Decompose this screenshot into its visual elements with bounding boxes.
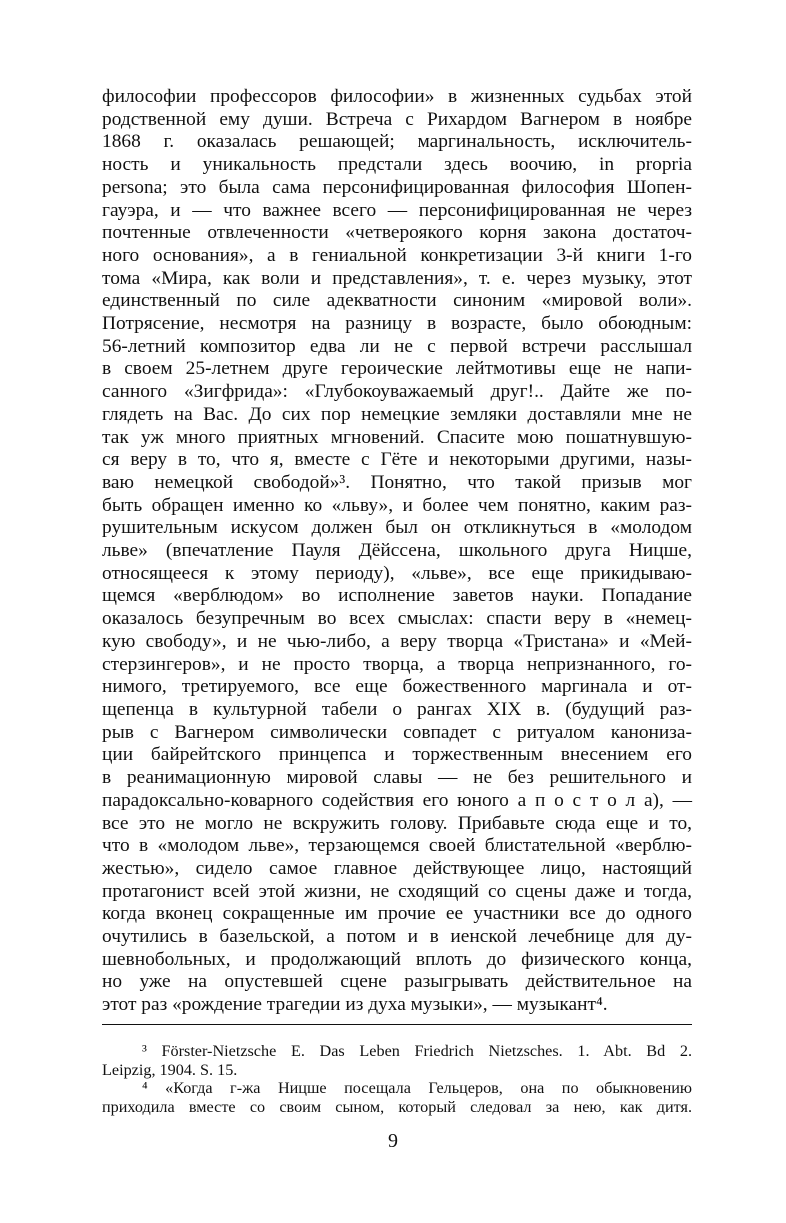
text-line: тома «Мира, как воли и представления», т. е. через музыку, этот — [102, 267, 692, 289]
text-line: парадоксально-коварного содействия его юного а п о с т о л а), — — [102, 789, 692, 811]
text-line: но уже на опустевшей сцене разыгрывать действительное на — [102, 971, 692, 993]
text-line: почтенные отвлеченности «четвероякого корня закона достаточ- — [102, 222, 692, 244]
text-line: родственной ему души. Встреча с Рихардом Вагнером в ноябре — [102, 108, 692, 130]
footnotes — [102, 1042, 692, 1116]
text-line: ции байрейтского принцепса и торжественным внесением его — [102, 744, 692, 766]
text-line: шевнобольных, и продолжающий вплоть до физического конца, — [102, 948, 692, 970]
text-line: кую свободу», и не чью-либо, а веру творца «Тристана» и «Мей- — [102, 630, 692, 652]
text-line: щемся «верблюдом» во исполнение заветов науки. Попадание — [102, 585, 692, 607]
text-line: рушительным искусом должен был он откликнуться в «молодом — [102, 517, 692, 539]
text-line: ность и уникальность предстали здесь воочию, in propria — [102, 154, 692, 176]
text-line: протагонист всей этой жизни, не сходящий со сцены даже и тогда, — [102, 880, 692, 902]
text-line: ся веру в то, что я, вместе с Гёте и некоторыми другими, назы- — [102, 449, 692, 471]
footnote-divider — [102, 1024, 692, 1025]
text-line: оказалось безупречным во всех смыслах: спасти веру в «немец- — [102, 608, 692, 630]
text-line: в реанимационную мировой славы — не без решительного и — [102, 767, 692, 789]
text-line: Потрясение, несмотря на разницу в возрасте, было обоюдным: — [102, 313, 692, 335]
text-line: этот раз «рождение трагедии из духа музыки», — музыкант⁴. — [102, 994, 608, 1016]
text-line: ного основания», а в гениальной конкретизации 3-й книги 1-го — [102, 244, 692, 266]
text-line: так уж много приятных мгновений. Спасите мою пошатнувшую- — [102, 426, 692, 448]
main-text — [102, 86, 692, 1017]
text-line: гауэра, и — что важнее всего — персонифицированная не через — [102, 199, 692, 221]
footnote-line: ³ Förster-Nietzsche E. Das Leben Friedrich Nietzsches. 1. Abt. Bd 2. — [142, 1042, 692, 1060]
text-line: санного «Зигфрида»: «Глубокоуважаемый друг!.. Дайте же по- — [102, 381, 692, 403]
text-line: 1868 г. оказалась решающей; маргинальность, исключитель- — [102, 131, 692, 153]
text-line: быть обращен именно ко «льву», и более чем понятно, каким раз- — [102, 494, 692, 516]
footnote-line: ⁴ «Когда г-жа Ницше посещала Гельцеров, она по обыкновению — [142, 1079, 692, 1097]
page-number: 9 — [388, 1130, 398, 1152]
text-line: философии профессоров философии» в жизненных судьбах этой — [102, 86, 692, 107]
text-line: очутились в базельской, а потом и в иенской лечебнице для ду- — [102, 926, 692, 948]
text-line: глядеть на Вас. До сих пор немецкие земляки доставляли мне не — [102, 403, 692, 425]
text-line: единственный по силе адекватности синоним «мировой воли». — [102, 290, 692, 312]
text-line: что в «молодом льве», терзающемся своей блистательной «верблю- — [102, 835, 692, 857]
footnote-line: Leipzig, 1904. S. 15. — [102, 1060, 238, 1079]
text-line: нимого, третируемого, все еще божественного маргинала и от- — [102, 676, 692, 698]
text-line: ваю немецкой свободой»³. Понятно, что такой призыв мог — [102, 471, 692, 493]
text-line: льве» (впечатление Пауля Дёйссена, школьного друга Ницше, — [102, 540, 692, 562]
text-line: стерзингеров», и не просто творца, а творца непризнанного, го- — [102, 653, 692, 675]
footnote-line: приходила вместе со своим сыном, который следовал за нею, как дитя. — [102, 1097, 692, 1116]
text-line: в своем 25-летнем друге героические лейтмотивы еще не напи- — [102, 358, 692, 380]
text-line: все это не могло не вскружить голову. Прибавьте сюда еще и то, — [102, 812, 692, 834]
text-line: жестью», сидело самое главное действующее лицо, настоящий — [102, 857, 692, 879]
text-line: persona; это была сама персонифицированная философия Шопен- — [102, 176, 692, 198]
text-line: рыв с Вагнером символически совпадет с ритуалом канониза- — [102, 721, 692, 743]
text-line: 56-летний композитор едва ли не с первой встречи расслышал — [102, 335, 692, 357]
text-line: щепенца в культурной табели о рангах XIX в. (будущий раз- — [102, 698, 692, 720]
text-line: когда вконец сокращенные им прочие ее участники все до одного — [102, 903, 692, 925]
text-line: относящееся к этому периоду), «льве», все еще прикидываю- — [102, 562, 692, 584]
